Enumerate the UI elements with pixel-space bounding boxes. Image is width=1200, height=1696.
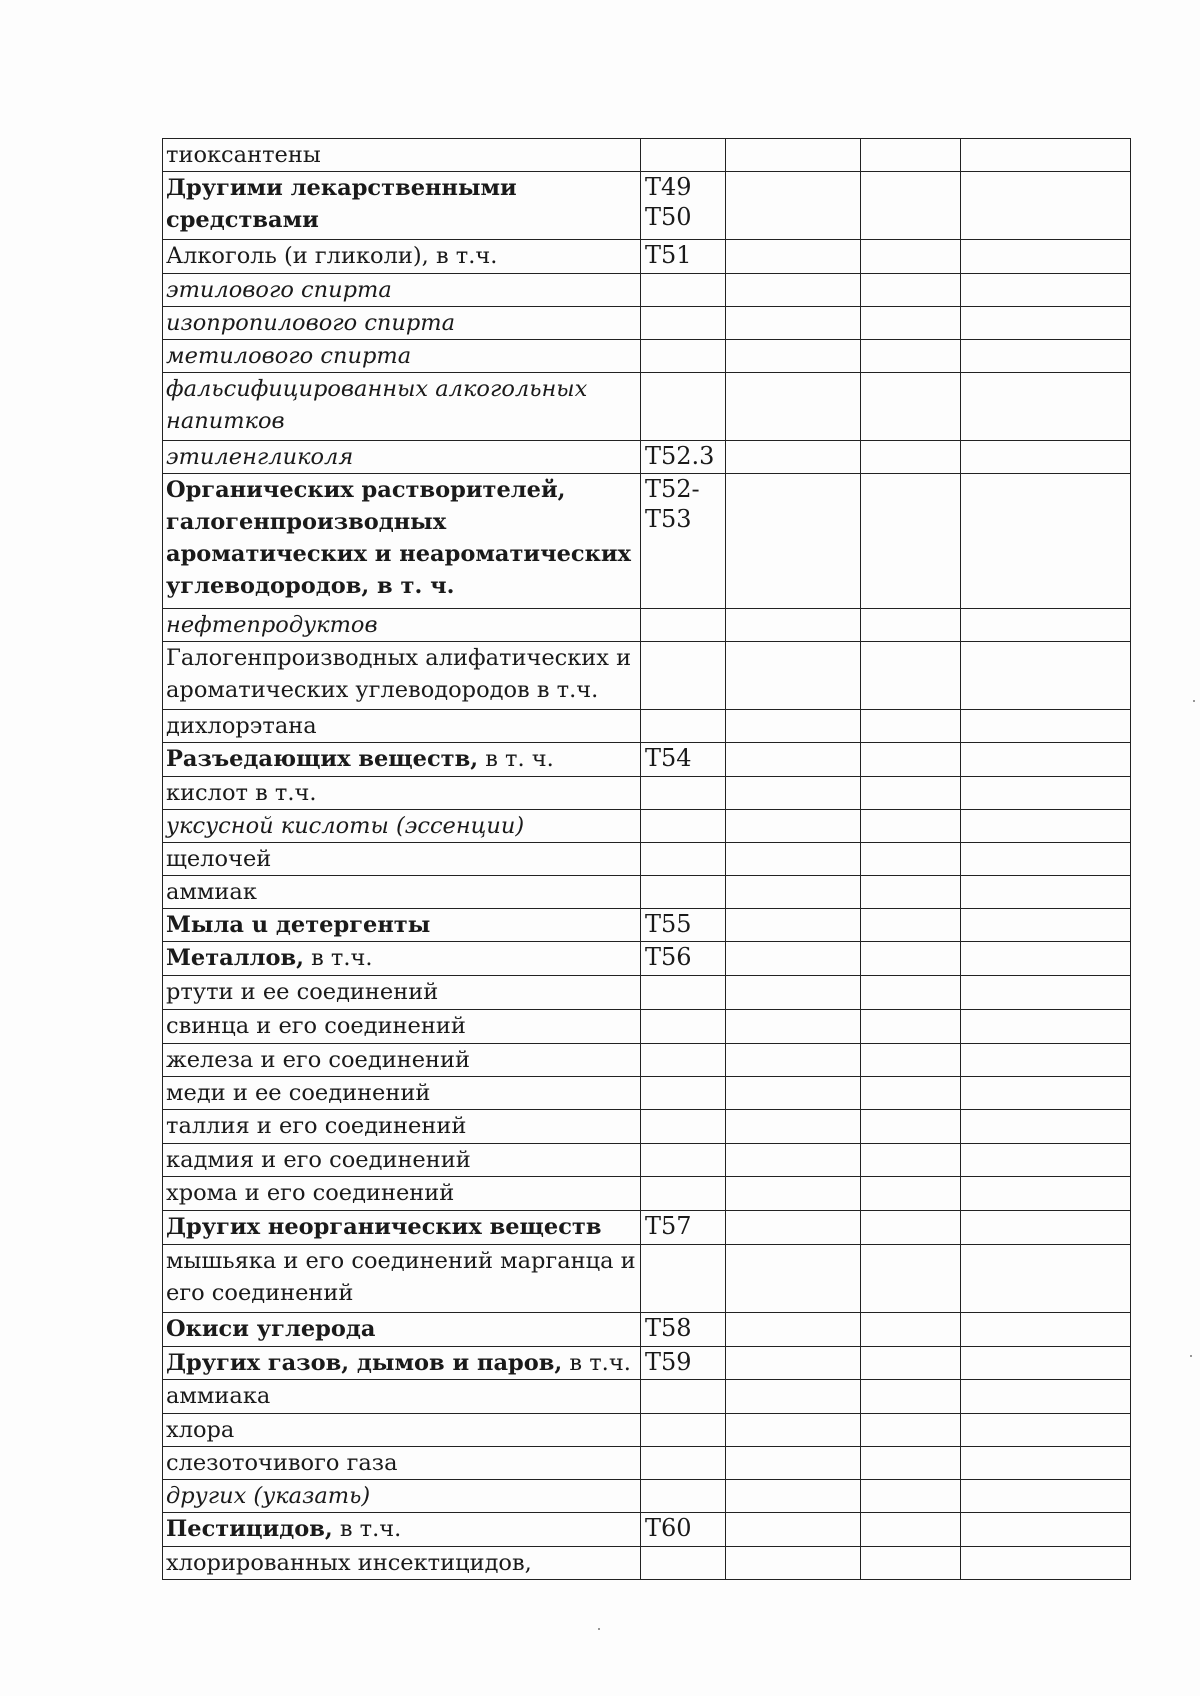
row-label: Других неорганических веществ <box>166 1214 602 1240</box>
table-row <box>163 743 1131 777</box>
empty-cell <box>726 743 861 777</box>
row-label-cell <box>163 1010 641 1044</box>
row-label-cell <box>163 909 641 942</box>
empty-cell <box>961 373 1131 441</box>
icd-code-cell <box>641 240 726 274</box>
empty-cell <box>861 1110 961 1144</box>
empty-cell <box>861 1313 961 1347</box>
empty-cell <box>861 1144 961 1177</box>
row-label-cell <box>163 172 641 240</box>
empty-cell <box>961 743 1131 777</box>
icd-code-cell <box>641 810 726 843</box>
table-row <box>163 1010 1131 1044</box>
empty-cell <box>961 1010 1131 1044</box>
row-label: щелочей <box>166 846 272 872</box>
icd-code-cell <box>641 1245 726 1313</box>
empty-cell <box>861 340 961 373</box>
row-label: Органических растворителей, галогенпроизводных ароматических и неароматических углеводородов, в т. ч. <box>166 477 631 599</box>
table-row <box>163 609 1131 642</box>
row-label: свинца и его соединений <box>166 1013 466 1039</box>
icd-code: T58 <box>645 1314 692 1342</box>
table-row <box>163 1447 1131 1480</box>
icd-code-cell <box>641 843 726 876</box>
empty-cell <box>961 909 1131 942</box>
empty-cell <box>861 876 961 909</box>
empty-cell <box>726 1110 861 1144</box>
table-row <box>163 909 1131 942</box>
row-label: Окиси углерода <box>166 1316 376 1342</box>
empty-cell <box>861 1380 961 1414</box>
icd-code-cell <box>641 340 726 373</box>
empty-cell <box>726 1513 861 1547</box>
empty-cell <box>726 1380 861 1414</box>
scan-speck <box>1193 700 1195 702</box>
empty-cell <box>961 474 1131 609</box>
row-label-suffix: в т.ч. <box>562 1350 631 1376</box>
empty-cell <box>726 777 861 810</box>
row-label: других (указать) <box>166 1483 371 1509</box>
icd-code-cell <box>641 942 726 976</box>
table-row <box>163 1380 1131 1414</box>
empty-cell <box>861 1513 961 1547</box>
table-row <box>163 373 1131 441</box>
row-label: кислот в т.ч. <box>166 780 317 806</box>
row-label-cell <box>163 1144 641 1177</box>
table-row <box>163 474 1131 609</box>
icd-code: T52- T53 <box>645 475 700 533</box>
empty-cell <box>726 240 861 274</box>
scan-speck <box>598 1628 600 1630</box>
row-label-cell <box>163 373 641 441</box>
scan-speck <box>1190 1355 1192 1357</box>
row-label-cell <box>163 743 641 777</box>
icd-code-cell <box>641 743 726 777</box>
row-label-cell <box>163 307 641 340</box>
empty-cell <box>726 710 861 743</box>
row-label-suffix: в т.ч. <box>303 945 373 971</box>
row-label-suffix: в т.ч. <box>332 1516 402 1542</box>
empty-cell <box>961 1380 1131 1414</box>
empty-cell <box>861 274 961 307</box>
row-label: этиленгликоля <box>166 444 354 470</box>
empty-cell <box>726 1177 861 1211</box>
table-row <box>163 1414 1131 1447</box>
row-label-cell <box>163 1313 641 1347</box>
empty-cell <box>961 1513 1131 1547</box>
empty-cell <box>726 609 861 642</box>
table-body <box>163 139 1131 1580</box>
row-label: Металлов, <box>166 945 304 971</box>
table-row <box>163 441 1131 474</box>
empty-cell <box>861 1077 961 1110</box>
table-row <box>163 642 1131 710</box>
table-row <box>163 307 1131 340</box>
empty-cell <box>961 642 1131 710</box>
empty-cell <box>726 843 861 876</box>
empty-cell <box>961 1044 1131 1077</box>
table-row <box>163 942 1131 976</box>
empty-cell <box>861 642 961 710</box>
empty-cell <box>861 441 961 474</box>
table-row <box>163 172 1131 240</box>
empty-cell <box>961 441 1131 474</box>
empty-cell <box>961 1211 1131 1245</box>
table-row <box>163 1211 1131 1245</box>
empty-cell <box>861 1044 961 1077</box>
table-row <box>163 1077 1131 1110</box>
empty-cell <box>961 1144 1131 1177</box>
row-label: аммиак <box>166 879 257 905</box>
icd-code: T54 <box>645 744 692 772</box>
table-row <box>163 240 1131 274</box>
table-row <box>163 810 1131 843</box>
icd-code: T59 <box>645 1348 692 1376</box>
empty-cell <box>726 1077 861 1110</box>
icd-code: T56 <box>645 943 692 971</box>
empty-cell <box>961 172 1131 240</box>
empty-cell <box>961 942 1131 976</box>
icd-code-cell <box>641 1211 726 1245</box>
row-label-cell <box>163 274 641 307</box>
icd-code: T57 <box>645 1212 692 1240</box>
icd-code-cell <box>641 1480 726 1513</box>
icd-code-cell <box>641 441 726 474</box>
table-row <box>163 1480 1131 1513</box>
table-row <box>163 1044 1131 1077</box>
empty-cell <box>861 307 961 340</box>
row-label: кадмия и его соединений <box>166 1147 471 1173</box>
table-row <box>163 1177 1131 1211</box>
empty-cell <box>961 340 1131 373</box>
row-label: метилового спирта <box>166 343 412 369</box>
empty-cell <box>861 609 961 642</box>
table-row <box>163 274 1131 307</box>
empty-cell <box>961 1347 1131 1380</box>
row-label-cell <box>163 1077 641 1110</box>
empty-cell <box>726 1211 861 1245</box>
table-row <box>163 843 1131 876</box>
empty-cell <box>861 1211 961 1245</box>
icd-code-cell <box>641 777 726 810</box>
poisoning-codes-table <box>162 138 1131 1580</box>
row-label-cell <box>163 1044 641 1077</box>
icd-code: T49 T50 <box>645 173 692 231</box>
row-label-cell <box>163 1547 641 1580</box>
row-label: таллия и его соединений <box>166 1113 467 1139</box>
empty-cell <box>726 340 861 373</box>
empty-cell <box>726 1414 861 1447</box>
empty-cell <box>861 710 961 743</box>
empty-cell <box>861 777 961 810</box>
table-row <box>163 1347 1131 1380</box>
empty-cell <box>861 810 961 843</box>
row-label-cell <box>163 1110 641 1144</box>
table-row <box>163 1144 1131 1177</box>
icd-code-cell <box>641 1547 726 1580</box>
row-label: слезоточивого газа <box>166 1450 398 1476</box>
row-label-cell <box>163 942 641 976</box>
row-label-cell <box>163 1245 641 1313</box>
icd-code-cell <box>641 976 726 1010</box>
row-label: мышьяка и его соединений марганца и его соединений <box>166 1248 636 1306</box>
row-label-cell <box>163 710 641 743</box>
empty-cell <box>726 1547 861 1580</box>
empty-cell <box>861 1245 961 1313</box>
row-label: Пестицидов, <box>166 1516 333 1542</box>
icd-code-cell <box>641 710 726 743</box>
icd-code-cell <box>641 1077 726 1110</box>
table-row <box>163 139 1131 172</box>
empty-cell <box>726 909 861 942</box>
icd-code-cell <box>641 1144 726 1177</box>
icd-code-cell <box>641 1010 726 1044</box>
icd-code: T60 <box>645 1514 692 1542</box>
empty-cell <box>726 307 861 340</box>
table-row <box>163 1513 1131 1547</box>
icd-code-cell <box>641 139 726 172</box>
row-label-cell <box>163 1414 641 1447</box>
empty-cell <box>961 976 1131 1010</box>
table-row <box>163 340 1131 373</box>
row-label-cell <box>163 609 641 642</box>
row-label: Галогенпроизводных алифатических и ароматических углеводородов в т.ч. <box>166 645 632 703</box>
row-label: хрома и его соединений <box>166 1180 455 1206</box>
row-label-cell <box>163 1480 641 1513</box>
icd-code: T52.3 <box>645 442 715 470</box>
row-label: нефтепродуктов <box>166 612 378 638</box>
empty-cell <box>961 1313 1131 1347</box>
empty-cell <box>726 1347 861 1380</box>
empty-cell <box>726 139 861 172</box>
empty-cell <box>861 1347 961 1380</box>
empty-cell <box>726 976 861 1010</box>
icd-code-cell <box>641 172 726 240</box>
row-label-cell <box>163 1380 641 1414</box>
empty-cell <box>861 909 961 942</box>
icd-code-cell <box>641 474 726 609</box>
empty-cell <box>726 1010 861 1044</box>
empty-cell <box>726 274 861 307</box>
empty-cell <box>726 876 861 909</box>
row-label-cell <box>163 876 641 909</box>
icd-code-cell <box>641 307 726 340</box>
row-label: Алкоголь (и гликоли), в т.ч. <box>166 243 498 269</box>
empty-cell <box>861 139 961 172</box>
empty-cell <box>726 810 861 843</box>
empty-cell <box>861 172 961 240</box>
empty-cell <box>861 1547 961 1580</box>
table-row <box>163 777 1131 810</box>
table-row <box>163 876 1131 909</box>
empty-cell <box>861 474 961 609</box>
icd-code-cell <box>641 876 726 909</box>
empty-cell <box>726 1313 861 1347</box>
empty-cell <box>726 1144 861 1177</box>
table-row <box>163 1313 1131 1347</box>
icd-code-cell <box>641 909 726 942</box>
empty-cell <box>726 942 861 976</box>
icd-code-cell <box>641 1313 726 1347</box>
row-label: тиоксантены <box>166 142 321 168</box>
icd-code-cell <box>641 1044 726 1077</box>
empty-cell <box>961 1245 1131 1313</box>
empty-cell <box>961 1077 1131 1110</box>
empty-cell <box>726 1480 861 1513</box>
empty-cell <box>961 876 1131 909</box>
empty-cell <box>861 1480 961 1513</box>
empty-cell <box>961 240 1131 274</box>
icd-code-cell <box>641 373 726 441</box>
empty-cell <box>861 240 961 274</box>
empty-cell <box>861 743 961 777</box>
row-label-cell <box>163 139 641 172</box>
empty-cell <box>861 1414 961 1447</box>
row-label-cell <box>163 1513 641 1547</box>
empty-cell <box>861 942 961 976</box>
row-label: этилового спирта <box>166 277 392 303</box>
row-label-cell <box>163 810 641 843</box>
empty-cell <box>861 1010 961 1044</box>
row-label: Другими лекарственными средствами <box>166 175 517 233</box>
table-row <box>163 976 1131 1010</box>
icd-code-cell <box>641 1177 726 1211</box>
row-label: изопропилового спирта <box>166 310 456 336</box>
empty-cell <box>961 1447 1131 1480</box>
empty-cell <box>961 1547 1131 1580</box>
icd-code-cell <box>641 642 726 710</box>
empty-cell <box>861 1177 961 1211</box>
empty-cell <box>961 274 1131 307</box>
row-label: Других газов, дымов и паров, <box>166 1350 563 1376</box>
empty-cell <box>861 976 961 1010</box>
table-row <box>163 1547 1131 1580</box>
row-label: фальсифицированных алкогольных напитков <box>166 376 588 434</box>
row-label-cell <box>163 340 641 373</box>
icd-code-cell <box>641 274 726 307</box>
empty-cell <box>726 474 861 609</box>
empty-cell <box>961 1110 1131 1144</box>
empty-cell <box>726 1447 861 1480</box>
empty-cell <box>861 1447 961 1480</box>
empty-cell <box>961 1480 1131 1513</box>
empty-cell <box>961 1177 1131 1211</box>
table-row <box>163 1110 1131 1144</box>
row-label-suffix: в т. ч. <box>478 746 554 772</box>
icd-code-cell <box>641 609 726 642</box>
empty-cell <box>726 172 861 240</box>
icd-code-cell <box>641 1513 726 1547</box>
icd-code-cell <box>641 1380 726 1414</box>
empty-cell <box>726 1245 861 1313</box>
row-label: хлорированных инсектицидов, <box>166 1550 532 1576</box>
icd-code-cell <box>641 1110 726 1144</box>
empty-cell <box>961 609 1131 642</box>
row-label-cell <box>163 441 641 474</box>
row-label-cell <box>163 474 641 609</box>
icd-code-cell <box>641 1347 726 1380</box>
empty-cell <box>726 373 861 441</box>
row-label-cell <box>163 1347 641 1380</box>
icd-code-cell <box>641 1414 726 1447</box>
icd-code: T51 <box>645 241 692 269</box>
empty-cell <box>961 777 1131 810</box>
empty-cell <box>961 843 1131 876</box>
row-label: Разъедающих веществ, <box>166 746 479 772</box>
row-label-cell <box>163 1447 641 1480</box>
row-label: железа и его соединений <box>166 1047 471 1073</box>
row-label-cell <box>163 1211 641 1245</box>
row-label-cell <box>163 642 641 710</box>
empty-cell <box>861 843 961 876</box>
row-label-cell <box>163 1177 641 1211</box>
row-label: ртути и ее соединений <box>166 979 439 1005</box>
empty-cell <box>726 642 861 710</box>
icd-code-cell <box>641 1447 726 1480</box>
table-row <box>163 1245 1131 1313</box>
empty-cell <box>861 373 961 441</box>
empty-cell <box>726 1044 861 1077</box>
table-row <box>163 710 1131 743</box>
row-label-cell <box>163 976 641 1010</box>
icd-code: T55 <box>645 910 692 938</box>
row-label: уксусной кислоты (эссенции) <box>166 813 525 839</box>
row-label: Мыла u детергенты <box>166 912 431 938</box>
empty-cell <box>961 1414 1131 1447</box>
empty-cell <box>961 710 1131 743</box>
row-label-cell <box>163 843 641 876</box>
row-label: меди и ее соединений <box>166 1080 431 1106</box>
empty-cell <box>961 307 1131 340</box>
row-label: аммиака <box>166 1383 271 1409</box>
row-label-cell <box>163 240 641 274</box>
row-label: дихлорэтана <box>166 713 317 739</box>
empty-cell <box>726 441 861 474</box>
row-label-cell <box>163 777 641 810</box>
row-label: хлора <box>166 1417 235 1443</box>
empty-cell <box>961 139 1131 172</box>
empty-cell <box>961 810 1131 843</box>
